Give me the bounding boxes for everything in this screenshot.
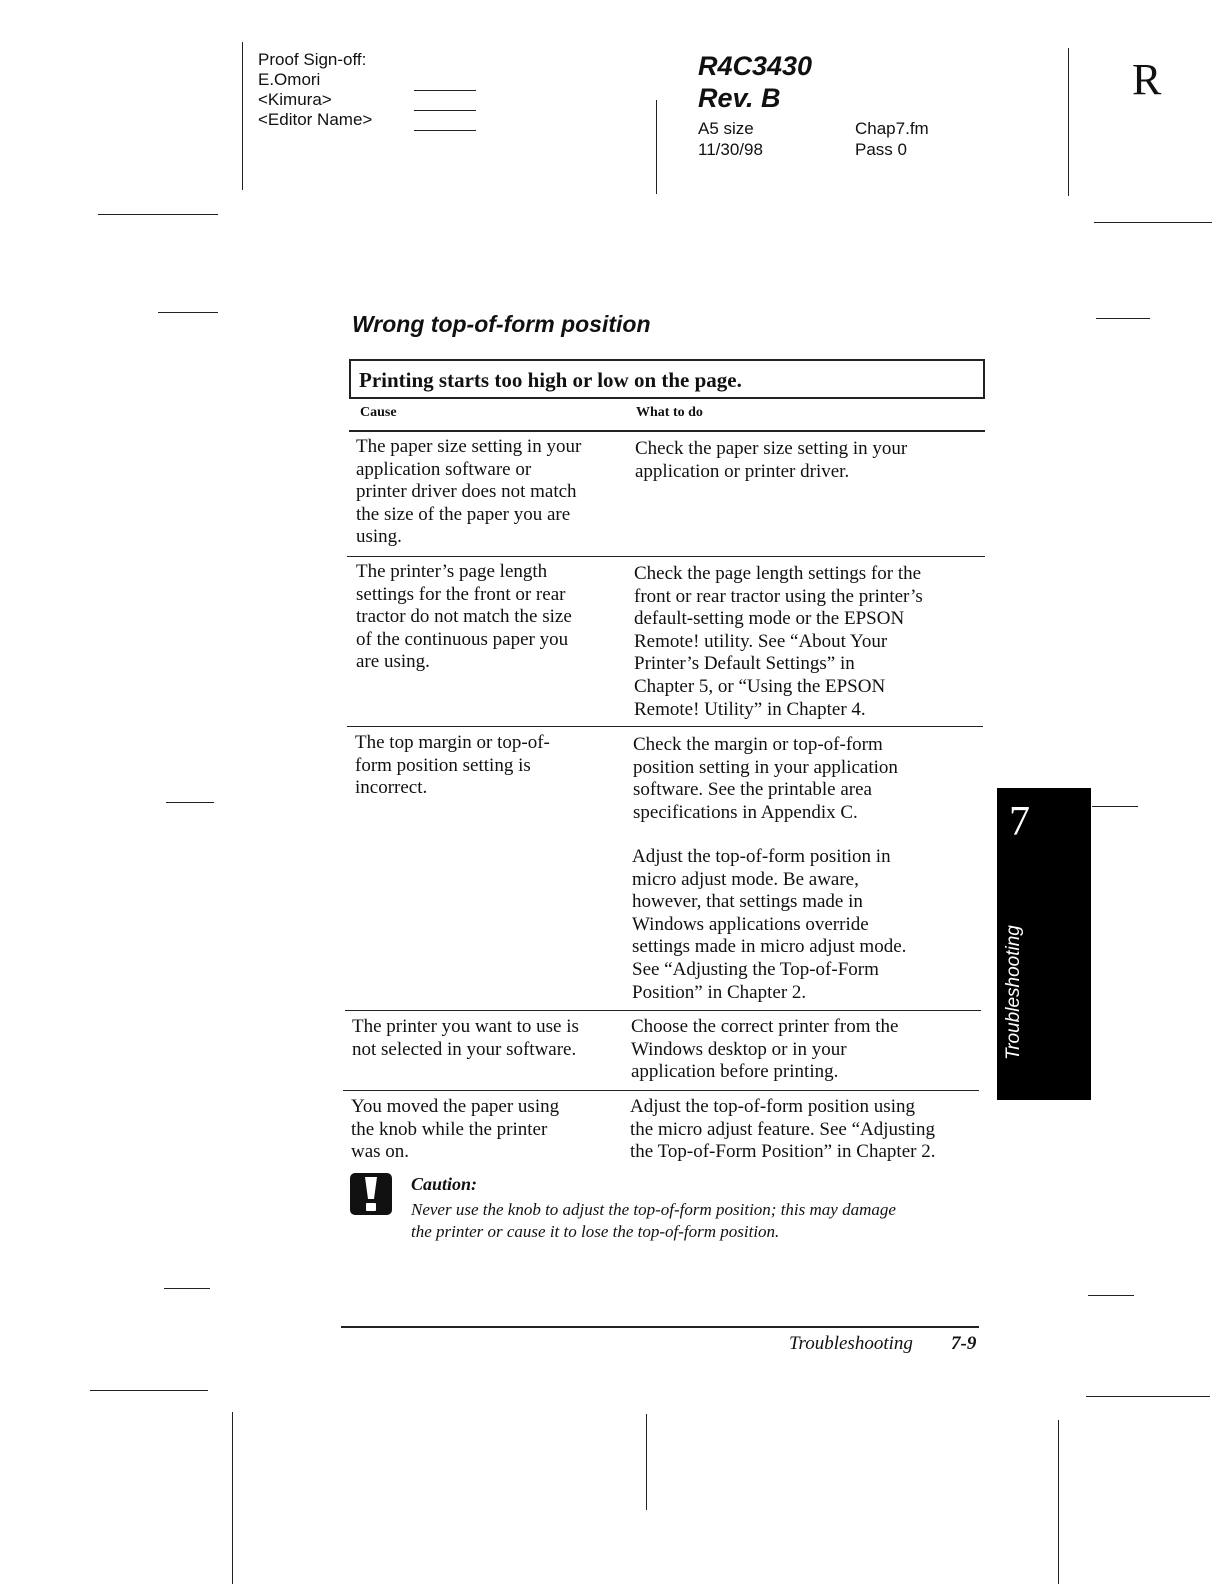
table-cell-action: Adjust the top-of-form position in micro adjust mode. Be aware, however, that settings made in Windows applications override settings made in micro adjust mode. See “Adjusting the Top-of-Form Position” in Chapter 2. (632, 846, 907, 1003)
proof-signoff (258, 50, 372, 130)
crop-mark (1094, 222, 1212, 223)
crop-mark (1086, 1396, 1210, 1397)
header-rule (349, 430, 985, 432)
revision: Rev. B (698, 83, 781, 113)
crop-mark (1058, 1420, 1059, 1584)
signoff-label: Proof Sign-off: (258, 50, 367, 69)
table-cell-cause: The top margin or top-of- form position setting is incorrect. (355, 732, 550, 799)
pass-number: Pass 0 (855, 140, 907, 159)
caution-title: Caution: (411, 1174, 478, 1194)
chapter-tab (997, 788, 1091, 1100)
page-number: 7-9 (951, 1333, 977, 1354)
row-divider (345, 1010, 981, 1011)
crop-mark (232, 1412, 233, 1584)
chapter-number: 7 (1009, 799, 1030, 845)
footer-chapter: Troubleshooting (789, 1333, 913, 1354)
crop-mark (1088, 1295, 1134, 1296)
table-cell-action: Choose the correct printer from the Windows desktop or in your application before printing. (631, 1016, 899, 1083)
crop-mark (98, 214, 218, 215)
table-cell-cause: The printer you want to use is not selected in your software. (352, 1016, 579, 1060)
crop-mark (646, 1414, 647, 1510)
doc-date: 11/30/98 (698, 140, 763, 159)
paper-size: A5 size (698, 119, 754, 138)
table-cell-cause: You moved the paper using the knob while the printer was on. (351, 1096, 560, 1163)
crop-mark (164, 1288, 210, 1289)
column-header-action: What to do (636, 405, 703, 420)
chapter-tab-label: Troubleshooting (1003, 925, 1024, 1060)
row-divider (343, 1090, 979, 1091)
row-divider (347, 726, 983, 727)
crop-mark (166, 802, 214, 803)
table-cell-action: Check the paper size setting in your application or printer driver. (635, 438, 908, 482)
file-name: Chap7.fm (855, 119, 929, 138)
row-divider (347, 556, 985, 557)
caution-icon (349, 1172, 393, 1216)
crop-mark (656, 100, 657, 194)
column-header-cause: Cause (360, 405, 397, 420)
table-cell-cause: The printer’s page length settings for the front or rear tractor do not match the size of the continuous paper you are using. (356, 561, 572, 673)
signer-name: <Kimura> (258, 90, 332, 109)
signature-line (414, 90, 476, 91)
footer-rule (341, 1326, 979, 1328)
caution-text: Never use the knob to adjust the top-of-form position; this may damage the printer or cause it to lose the top-of-form position. (411, 1200, 896, 1241)
section-title: Wrong top-of-form position (352, 311, 651, 337)
crop-mark (158, 312, 218, 313)
signature-line (414, 130, 476, 131)
doc-code: R4C3430 (698, 51, 813, 81)
table-cell-action: Adjust the top-of-form position using the micro adjust feature. See “Adjusting the Top-of-Form Position” in Chapter 2. (630, 1096, 936, 1163)
table-cell-action: Check the page length settings for the front or rear tractor using the printer’s default-setting mode or the EPSON Remote! utility. See “About Your Printer’s Default Settings” in Chapter 5, or “Using the EPSON Remote! Utility” in Chapter 4. (634, 563, 923, 720)
crop-mark (90, 1390, 208, 1391)
problem-heading: Printing starts too high or low on the page. (359, 368, 742, 392)
crop-mark (242, 42, 243, 190)
corner-letter: R (1132, 55, 1162, 104)
crop-mark (1068, 48, 1069, 196)
crop-mark (1092, 806, 1138, 807)
problem-box (349, 359, 985, 399)
signature-line (414, 110, 476, 111)
signer-name: E.Omori (258, 70, 321, 89)
table-cell-cause: The paper size setting in your application software or printer driver does not match the size of the paper you are using. (356, 436, 582, 548)
crop-mark (1096, 318, 1150, 319)
table-cell-action: Check the margin or top-of-form position setting in your application software. See the printable area specifications in Appendix C. (633, 734, 898, 823)
signer-name: <Editor Name> (258, 110, 373, 129)
